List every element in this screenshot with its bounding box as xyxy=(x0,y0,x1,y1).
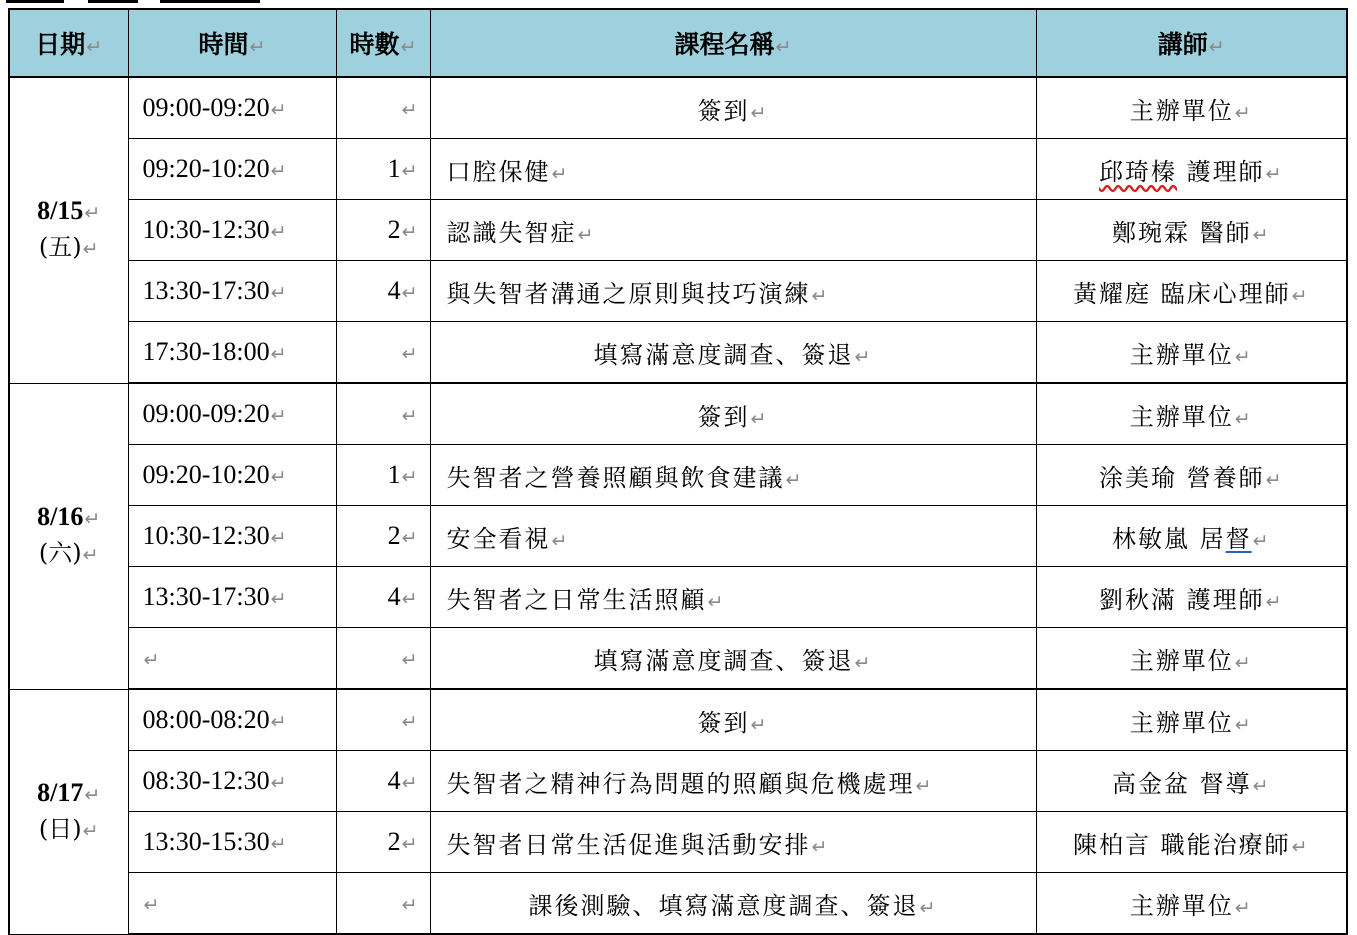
teacher-cell xyxy=(1036,873,1347,935)
time-cell xyxy=(128,812,336,873)
paragraph-mark: ↵ xyxy=(1252,529,1271,552)
time-text: 13:30-15:30 xyxy=(142,827,270,856)
paragraph-mark: ↵ xyxy=(811,284,830,307)
hours-cell xyxy=(336,689,430,751)
paragraph-mark: ↵ xyxy=(401,282,418,304)
paragraph-mark: ↵ xyxy=(82,544,99,566)
time-text: 10:30-12:30 xyxy=(142,215,270,244)
teacher-cell xyxy=(1036,628,1347,690)
schedule-row xyxy=(9,383,1347,445)
header-teacher: 講師↵ xyxy=(1036,9,1347,77)
course-name: 失智者日常生活促進與活動安排 xyxy=(446,830,811,859)
course-cell xyxy=(430,261,1036,322)
paragraph-mark: ↵ xyxy=(270,588,287,610)
teacher-cell xyxy=(1036,812,1347,873)
time-text: 09:00-09:20 xyxy=(142,399,270,428)
paragraph-mark: ↵ xyxy=(915,774,934,797)
schedule-row xyxy=(9,77,1347,139)
header-date: 日期↵ xyxy=(9,9,128,77)
schedule-row xyxy=(9,751,1347,812)
hours-cell xyxy=(336,77,430,139)
weekday-label: (六) xyxy=(38,539,82,567)
schedule-row xyxy=(9,506,1347,567)
hours-cell xyxy=(336,506,430,567)
paragraph-mark: ↵ xyxy=(1291,835,1310,858)
time-text: 10:30-12:30 xyxy=(142,521,270,550)
hours-cell xyxy=(336,567,430,628)
hours-cell xyxy=(336,322,430,384)
paragraph-mark: ↵ xyxy=(270,527,287,549)
hours-cell xyxy=(336,812,430,873)
paragraph-mark: ↵ xyxy=(401,343,418,365)
course-cell xyxy=(430,873,1036,935)
time-cell xyxy=(128,751,336,812)
teacher-cell xyxy=(1036,751,1347,812)
time-cell xyxy=(128,445,336,506)
schedule-row xyxy=(9,139,1347,200)
hours-text: 4 xyxy=(387,766,401,795)
course-name: 簽到 xyxy=(697,402,750,431)
header-hours: 時數↵ xyxy=(336,9,430,77)
teacher-cell xyxy=(1036,261,1347,322)
hours-text: 2 xyxy=(387,827,401,856)
schedule-row xyxy=(9,628,1347,690)
hours-text: 4 xyxy=(387,276,401,305)
time-cell xyxy=(128,139,336,200)
hours-text: 1 xyxy=(387,154,401,183)
teacher-text-underlined: 督 xyxy=(1225,524,1252,553)
teacher-text: 鄭琬霖 醫師 xyxy=(1111,218,1252,247)
paragraph-mark: ↵ xyxy=(1234,651,1253,674)
course-name: 失智者之營養照顧與飲食建議 xyxy=(446,463,785,492)
teacher-text: 主辦單位 xyxy=(1129,96,1234,125)
paragraph-mark: ↵ xyxy=(750,101,769,124)
course-name: 簽到 xyxy=(697,96,750,125)
teacher-title: 護理師 xyxy=(1186,157,1265,186)
paragraph-mark: ↵ xyxy=(270,160,287,182)
hours-cell xyxy=(336,261,430,322)
header-row xyxy=(9,9,1347,77)
paragraph-mark: ↵ xyxy=(577,223,596,246)
paragraph-mark: ↵ xyxy=(1265,162,1284,185)
paragraph-mark: ↵ xyxy=(84,202,101,225)
course-name: 簽到 xyxy=(697,708,750,737)
teacher-name-spellcheck: 邱琦榛 xyxy=(1098,157,1177,186)
time-text: 13:30-17:30 xyxy=(142,582,270,611)
course-name: 課後測驗、填寫滿意度調查、簽退 xyxy=(528,891,919,920)
teacher-text: 主辦單位 xyxy=(1129,891,1234,920)
time-text: 09:00-09:20 xyxy=(142,93,270,122)
teacher-text: 陳柏言 職能治療師 xyxy=(1072,830,1291,859)
paragraph-mark: ↵ xyxy=(1265,590,1284,613)
paragraph-mark: ↵ xyxy=(270,833,287,855)
paragraph-mark: ↵ xyxy=(401,649,418,671)
date-label: 8/17 xyxy=(37,777,84,807)
paragraph-mark: ↵ xyxy=(270,221,287,243)
course-cell xyxy=(430,383,1036,445)
weekday-label: (日) xyxy=(38,814,82,843)
paragraph-mark: ↵ xyxy=(401,160,418,182)
paragraph-mark: ↵ xyxy=(270,343,287,365)
teacher-cell xyxy=(1036,322,1347,384)
teacher-cell xyxy=(1036,567,1347,628)
paragraph-mark: ↵ xyxy=(1234,101,1253,124)
course-cell xyxy=(430,445,1036,506)
paragraph-mark: ↵ xyxy=(401,833,418,855)
course-name: 失智者之精神行為問題的照顧與危機處理 xyxy=(446,769,915,798)
time-text: 17:30-18:00 xyxy=(142,337,270,366)
hours-text: 2 xyxy=(387,521,401,550)
teacher-cell xyxy=(1036,200,1347,261)
paragraph-mark: ↵ xyxy=(401,466,418,488)
schedule-row xyxy=(9,445,1347,506)
hours-cell xyxy=(336,628,430,690)
paragraph-mark: ↵ xyxy=(551,162,570,185)
time-cell xyxy=(128,628,336,690)
schedule-row xyxy=(9,567,1347,628)
hours-cell xyxy=(336,200,430,261)
weekday-label: (五) xyxy=(38,233,82,262)
time-cell xyxy=(128,200,336,261)
teacher-text: 高金盆 督導 xyxy=(1111,769,1252,798)
time-text: 09:20-10:20 xyxy=(142,460,270,489)
paragraph-mark: ↵ xyxy=(270,711,287,733)
paragraph-mark: ↵ xyxy=(401,772,418,794)
paragraph-mark: ↵ xyxy=(750,407,769,430)
time-text: 13:30-17:30 xyxy=(142,276,270,305)
date-cell xyxy=(9,383,128,689)
header-course: 課程名稱↵ xyxy=(430,9,1036,77)
paragraph-mark: ↵ xyxy=(270,772,287,794)
paragraph-mark: ↵ xyxy=(82,819,99,842)
paragraph-mark: ↵ xyxy=(854,345,873,368)
course-name: 安全看視 xyxy=(446,524,551,553)
paragraph-mark: ↵ xyxy=(270,282,287,304)
teacher-text: 涂美瑜 營養師 xyxy=(1098,463,1265,492)
course-name: 認識失智症 xyxy=(446,218,577,247)
course-schedule-table xyxy=(8,8,1348,935)
hours-text: 2 xyxy=(387,215,401,244)
course-name: 填寫滿意度調查、簽退 xyxy=(593,646,854,675)
course-name: 失智者之日常生活照顧 xyxy=(446,585,707,614)
paragraph-mark: ↵ xyxy=(551,529,570,552)
paragraph-mark: ↵ xyxy=(401,527,418,549)
schedule-row xyxy=(9,689,1347,751)
time-cell xyxy=(128,322,336,384)
paragraph-mark: ↵ xyxy=(785,468,804,491)
paragraph-mark: ↵ xyxy=(1234,713,1253,736)
teacher-cell xyxy=(1036,139,1347,200)
schedule-row xyxy=(9,200,1347,261)
date-label: 8/16 xyxy=(37,502,84,531)
paragraph-mark: ↵ xyxy=(84,508,101,530)
clipped-heading-remnant xyxy=(0,0,300,8)
paragraph-mark: ↵ xyxy=(401,99,418,121)
course-name: 填寫滿意度調查、簽退 xyxy=(593,340,854,369)
paragraph-mark: ↵ xyxy=(919,896,938,919)
time-text: 08:30-12:30 xyxy=(142,766,270,795)
paragraph-mark: ↵ xyxy=(270,99,287,121)
paragraph-mark: ↵ xyxy=(1234,407,1253,430)
schedule-row xyxy=(9,261,1347,322)
time-cell xyxy=(128,873,336,935)
course-name: 口腔保健 xyxy=(446,157,551,186)
hours-text: 1 xyxy=(387,460,401,489)
paragraph-mark: ↵ xyxy=(401,221,418,243)
time-cell xyxy=(128,689,336,751)
course-name: 與失智者溝通之原則與技巧演練 xyxy=(446,279,811,308)
paragraph-mark: ↵ xyxy=(143,649,160,671)
teacher-cell xyxy=(1036,689,1347,751)
course-cell xyxy=(430,751,1036,812)
paragraph-mark: ↵ xyxy=(401,894,418,916)
paragraph-mark: ↵ xyxy=(1252,223,1271,246)
hours-text: 4 xyxy=(387,582,401,611)
schedule-row xyxy=(9,873,1347,935)
teacher-cell xyxy=(1036,77,1347,139)
course-cell xyxy=(430,567,1036,628)
hours-cell xyxy=(336,383,430,445)
date-cell xyxy=(9,689,128,934)
paragraph-mark: ↵ xyxy=(401,588,418,610)
paragraph-mark: ↵ xyxy=(854,651,873,674)
teacher-text: 劉秋滿 護理師 xyxy=(1098,585,1265,614)
teacher-text: 主辦單位 xyxy=(1129,646,1234,675)
teacher-text: 主辦單位 xyxy=(1129,340,1234,369)
hours-cell xyxy=(336,873,430,935)
hours-cell xyxy=(336,139,430,200)
course-cell xyxy=(430,689,1036,751)
course-cell xyxy=(430,322,1036,384)
date-label: 8/15 xyxy=(37,196,84,226)
course-cell xyxy=(430,506,1036,567)
paragraph-mark: ↵ xyxy=(750,713,769,736)
paragraph-mark: ↵ xyxy=(82,238,99,261)
teacher-cell xyxy=(1036,506,1347,567)
teacher-text: 黃耀庭 臨床心理師 xyxy=(1072,279,1291,308)
hours-cell xyxy=(336,751,430,812)
course-cell xyxy=(430,812,1036,873)
course-cell xyxy=(430,139,1036,200)
time-cell xyxy=(128,77,336,139)
time-cell xyxy=(128,383,336,445)
time-cell xyxy=(128,567,336,628)
paragraph-mark: ↵ xyxy=(401,405,418,427)
paragraph-mark: ↵ xyxy=(1234,345,1253,368)
paragraph-mark: ↵ xyxy=(707,590,726,613)
paragraph-mark: ↵ xyxy=(270,405,287,427)
paragraph-mark: ↵ xyxy=(1265,468,1284,491)
paragraph-mark: ↵ xyxy=(1234,896,1253,919)
course-cell xyxy=(430,200,1036,261)
paragraph-mark: ↵ xyxy=(1291,284,1310,307)
paragraph-mark: ↵ xyxy=(811,835,830,858)
hours-cell xyxy=(336,445,430,506)
paragraph-mark: ↵ xyxy=(143,894,160,916)
header-time: 時間↵ xyxy=(128,9,336,77)
teacher-cell xyxy=(1036,445,1347,506)
teacher-text: 林敏嵐 居 xyxy=(1111,524,1226,553)
date-cell xyxy=(9,77,128,383)
paragraph-mark: ↵ xyxy=(401,711,418,733)
paragraph-mark: ↵ xyxy=(1252,774,1271,797)
schedule-row xyxy=(9,812,1347,873)
teacher-text: 主辦單位 xyxy=(1129,708,1234,737)
course-cell xyxy=(430,77,1036,139)
time-cell xyxy=(128,506,336,567)
course-cell xyxy=(430,628,1036,690)
time-text: 09:20-10:20 xyxy=(142,154,270,183)
time-cell xyxy=(128,261,336,322)
teacher-text: 主辦單位 xyxy=(1129,402,1234,431)
schedule-row xyxy=(9,322,1347,384)
paragraph-mark: ↵ xyxy=(270,466,287,488)
paragraph-mark: ↵ xyxy=(84,783,101,806)
time-text: 08:00-08:20 xyxy=(142,705,270,734)
teacher-cell xyxy=(1036,383,1347,445)
